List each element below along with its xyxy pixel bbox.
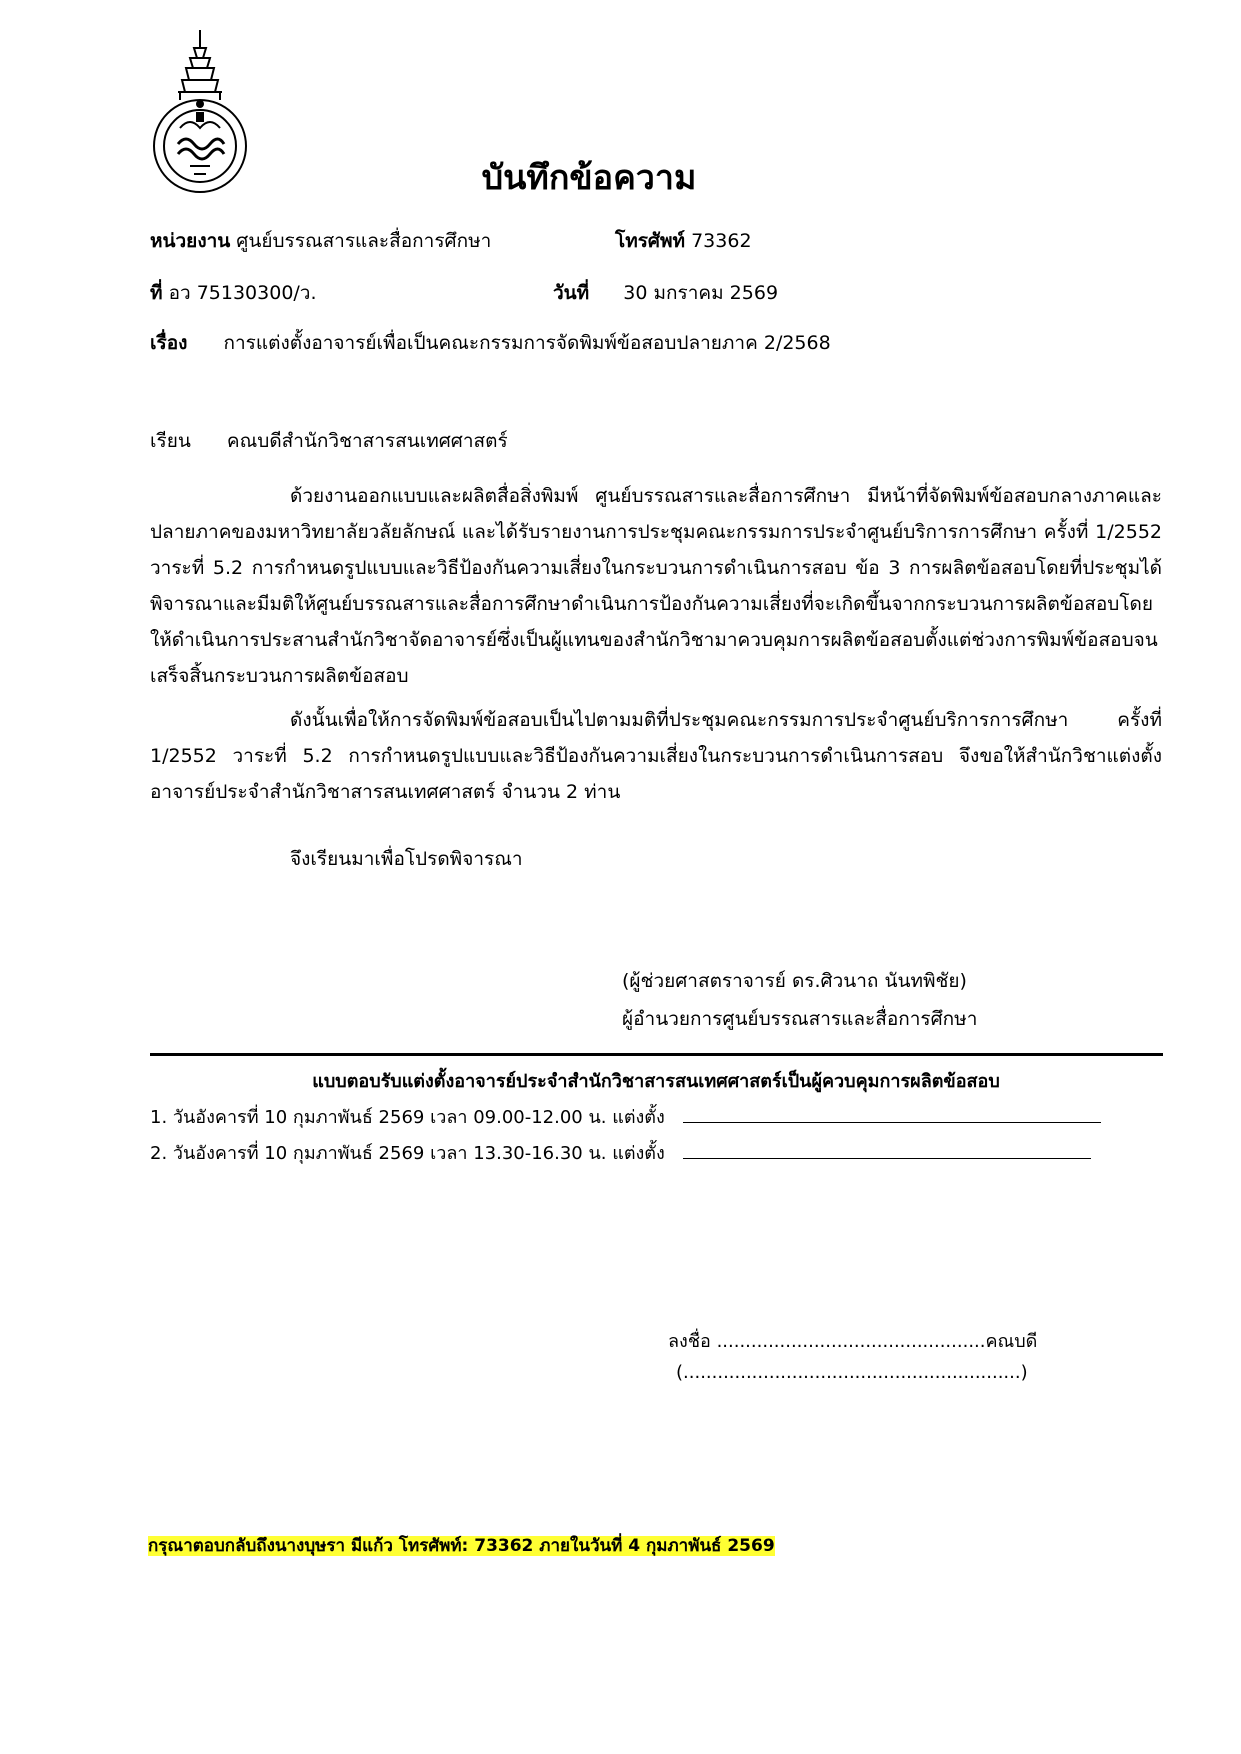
dean-sign-line: ลงชื่อ ...............................................คณบดี xyxy=(668,1331,1038,1352)
reply-item-2-blank[interactable] xyxy=(683,1138,1091,1159)
phone-value: 73362 xyxy=(691,230,752,252)
reply-item-1 xyxy=(150,1102,1101,1131)
date-value: 30 มกราคม 2569 xyxy=(623,282,779,304)
reply-item-2-text: 2. วันอังคารที่ 10 กุมภาพันธ์ 2569 เวลา 13.30-16.30 น. แต่งตั้ง xyxy=(150,1143,665,1164)
reply-item-2 xyxy=(150,1138,1091,1167)
divider xyxy=(150,1053,1163,1056)
signatory-name: (ผู้ช่วยศาสตราจารย์ ดร.ศิวนาถ นันทพิชัย) xyxy=(622,970,967,992)
subject-value: การแต่งตั้งอาจารย์เพื่อเป็นคณะกรรมการจัดพิมพ์ข้อสอบปลายภาค 2/2568 xyxy=(223,332,831,354)
paragraph-1-text: ด้วยงานออกแบบและผลิตสื่อสิ่งพิมพ์ ศูนย์บรรณสารและสื่อการศึกษา มีหน้าที่จัดพิมพ์ข้อสอบกลางภาคและปลายภาคของมหาวิทยาลัยวลัยลักษณ์ และได้รับรายงานการประชุมคณะกรรมการประจำศูนย์บริการการศึกษา ครั้งที่ 1/2552 วาระที่ 5.2 การกำหนดรูปแบบและวิธีป้องกันความเสี่ยงในกระบวนการดำเนินการสอบ ข้อ 3 การผลิตข้อสอบโดยที่ประชุมได้พิจารณาและมีมติให้ศูนย์บรรณสารและสื่อการศึกษาดำเนินการป้องกันความเสี่ยงที่จะเกิดขึ้นจากกระบวนการผลิตข้อสอบโดยให้ดำเนินการประสานสำนักวิชาจัดอาจารย์ซึ่งเป็นผู้แทนของสำนักวิชามาควบคุมการผลิตข้อสอบตั้งแต่ช่วงการพิมพ์ข้อสอบจนเสร็จสิ้นกระบวนการผลิตข้อสอบ xyxy=(150,485,1162,687)
phone-label: โทรศัพท์ xyxy=(615,230,686,252)
reference-value: อว 75130300/ว. xyxy=(168,282,317,304)
footer-note xyxy=(148,1532,775,1559)
reply-item-1-text: 1. วันอังคารที่ 10 กุมภาพันธ์ 2569 เวลา 09.00-12.00 น. แต่งตั้ง xyxy=(150,1107,665,1128)
phone-field xyxy=(615,226,752,256)
paragraph-2-text: ดังนั้นเพื่อให้การจัดพิมพ์ข้อสอบเป็นไปตามมติที่ประชุมคณะกรรมการประจำศูนย์บริการการศึกษา ครั้งที่ 1/2552 วาระที่ 5.2 การกำหนดรูปแบบและวิธีป้องกันความเสี่ยงในกระบวนการดำเนินการสอบ จึงขอให้สำนักวิชาแต่งตั้งอาจารย์ประจำสำนักวิชาสารสนเทศศาสตร์ จำนวน 2 ท่าน xyxy=(150,709,1162,803)
department-value: ศูนย์บรรณสารและสื่อการศึกษา xyxy=(236,230,492,252)
subject-field xyxy=(150,328,831,358)
date-label: วันที่ xyxy=(553,282,590,304)
subject-label: เรื่อง xyxy=(150,332,188,354)
recipient-value: คณบดีสำนักวิชาสารสนเทศศาสตร์ xyxy=(226,430,508,452)
reply-form-heading: แบบตอบรับแต่งตั้งอาจารย์ประจำสำนักวิชาสารสนเทศศาสตร์เป็นผู้ควบคุมการผลิตข้อสอบ xyxy=(312,1071,1000,1092)
dean-name-line: (...........................................................) xyxy=(676,1362,1028,1383)
signatory-position: ผู้อำนวยการศูนย์บรรณสารและสื่อการศึกษา xyxy=(622,1008,978,1030)
closing-text: จึงเรียนมาเพื่อโปรดพิจารณา xyxy=(290,848,523,870)
body-paragraph-2 xyxy=(150,702,1162,810)
body-paragraph-1 xyxy=(150,478,1162,694)
reference-field xyxy=(150,278,317,308)
footer-note-text: กรุณาตอบกลับถึงนางบุษรา มีแก้ว โทรศัพท์: 73362 ภายในวันที่ 4 กุมภาพันธ์ 2569 xyxy=(148,1536,775,1556)
reply-item-1-blank[interactable] xyxy=(683,1102,1101,1123)
department-field xyxy=(150,226,491,256)
memo-title: บันทึกข้อความ xyxy=(481,158,697,198)
department-label: หน่วยงาน xyxy=(150,230,231,252)
recipient-label: เรียน xyxy=(150,430,191,452)
recipient-field xyxy=(150,426,508,456)
date-field xyxy=(553,278,778,308)
reference-label: ที่ xyxy=(150,282,163,304)
